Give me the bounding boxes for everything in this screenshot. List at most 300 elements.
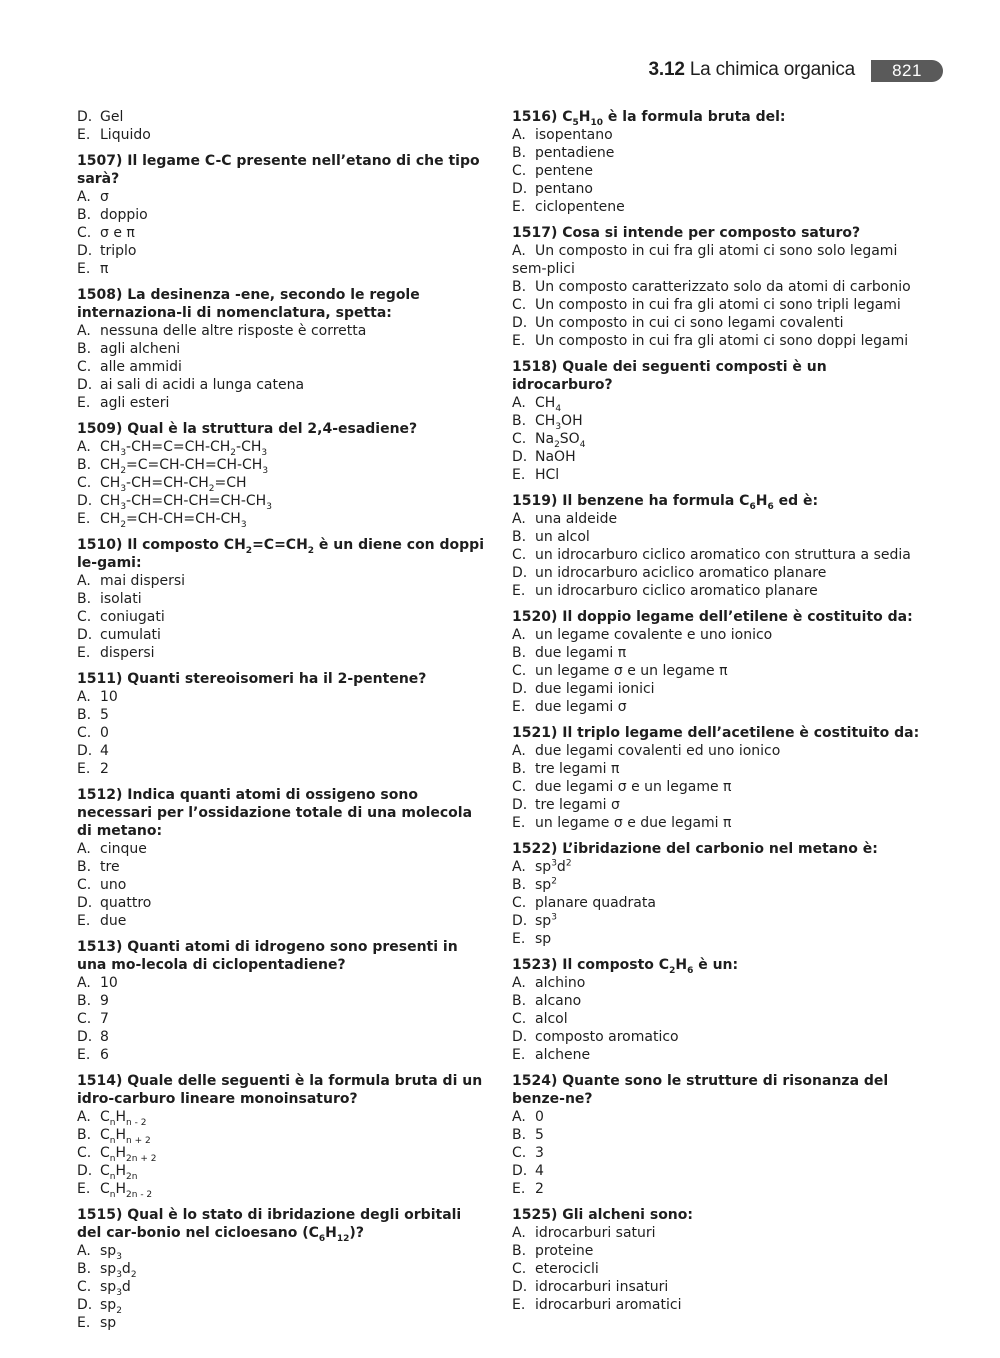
option-text: alcol [535, 1011, 568, 1027]
option-letter: B. [512, 529, 527, 545]
option-letter: D. [77, 243, 93, 259]
option-letter: D. [77, 109, 93, 125]
option-text: sp [535, 931, 552, 947]
answer-option [77, 242, 489, 260]
question-body: Quale delle seguenti è la formula bruta di un idro-carburo lineare monoinsaturo? [77, 1073, 483, 1107]
answer-option [512, 528, 932, 546]
option-letter: A. [77, 1109, 91, 1125]
option-text: una aldeide [535, 511, 618, 527]
answer-option [512, 412, 932, 430]
question-number: 1525) [512, 1207, 563, 1223]
option-letter: E. [512, 815, 526, 831]
option-text: 10 [100, 975, 118, 991]
answer-option [77, 1180, 489, 1198]
option-letter: C. [77, 1279, 92, 1295]
question-body: L’ibridazione del carbonio nel metano è: [562, 841, 878, 857]
option-letter: E. [77, 1181, 91, 1197]
answer-option [512, 1046, 932, 1064]
option-text: $C_nH_{2n}$ [100, 1163, 138, 1182]
question-body: Il triplo legame dell’acetilene è costituito da: [562, 725, 920, 741]
option-letter: A. [512, 395, 526, 411]
option-text: un idrocarburo aciclico aromatico planare [535, 565, 827, 581]
answer-option [77, 474, 489, 492]
option-text: 9 [100, 993, 109, 1009]
option-text: sp [100, 1315, 117, 1331]
question-text [512, 108, 932, 126]
question-number: 1510) [77, 537, 128, 553]
option-text: idrocarburi insaturi [535, 1279, 669, 1295]
answer-option [512, 1180, 932, 1198]
option-letter: E. [77, 1047, 91, 1063]
answer-option [77, 188, 489, 206]
option-text: due legami ionici [535, 681, 655, 697]
option-letter: A. [512, 127, 526, 143]
option-text: proteine [535, 1243, 594, 1259]
answer-option [77, 626, 489, 644]
option-text: nessuna delle altre risposte è corretta [100, 323, 367, 339]
option-text: σ e π [100, 225, 135, 241]
option-letter: D. [512, 1163, 528, 1179]
option-letter: E. [77, 395, 91, 411]
option-text: 5 [535, 1127, 544, 1143]
option-letter: D. [512, 181, 528, 197]
answer-option [77, 724, 489, 742]
answer-option [512, 466, 932, 484]
option-letter: A. [77, 189, 91, 205]
option-text: due legami σ [535, 699, 627, 715]
option-letter: C. [77, 1011, 92, 1027]
right-column [512, 108, 932, 1322]
option-letter: E. [512, 931, 526, 947]
answer-option [77, 206, 489, 224]
question-block [77, 1072, 489, 1198]
answer-option [512, 992, 932, 1010]
option-text: ciclopentene [535, 199, 625, 215]
option-letter: B. [512, 1243, 527, 1259]
option-text: $CH_3-CH=CH-CH_2=CH$ [100, 475, 247, 494]
answer-option [512, 430, 932, 448]
question-number: 1515) [77, 1207, 128, 1223]
option-letter: E. [77, 127, 91, 143]
question-text [77, 152, 489, 188]
question-body: Quale dei seguenti composti è un idrocarburo? [512, 359, 827, 393]
option-text: $sp_3d_2$ [100, 1261, 137, 1280]
answer-option [512, 296, 932, 314]
option-text: Un composto in cui fra gli atomi ci sono tripli legami [535, 297, 901, 313]
option-letter: E. [512, 199, 526, 215]
option-letter: E. [77, 1315, 91, 1331]
answer-option [77, 1260, 489, 1278]
option-letter: E. [512, 1297, 526, 1313]
option-letter: C. [77, 877, 92, 893]
question-number: 1513) [77, 939, 128, 955]
option-text: alchino [535, 975, 586, 991]
question-number: 1524) [512, 1073, 563, 1089]
answer-option [512, 314, 932, 332]
option-text: due legami covalenti ed uno ionico [535, 743, 781, 759]
option-letter: D. [77, 1029, 93, 1045]
answer-option [512, 698, 932, 716]
answer-option [77, 1296, 489, 1314]
answer-option [512, 1028, 932, 1046]
option-letter: E. [77, 913, 91, 929]
question-number: 1509) [77, 421, 128, 437]
option-letter: B. [512, 413, 527, 429]
question-body: Quante sono le strutture di risonanza del benze-ne? [512, 1073, 889, 1107]
answer-option [512, 162, 932, 180]
question-block [512, 1206, 932, 1314]
answer-option [512, 1296, 932, 1314]
section-heading [649, 59, 855, 81]
option-text: un idrocarburo ciclico aromatico con struttura a sedia [535, 547, 911, 563]
option-letter: C. [512, 547, 527, 563]
option-text: un idrocarburo ciclico aromatico planare [535, 583, 818, 599]
answer-option [77, 1126, 489, 1144]
option-text: pentene [535, 163, 593, 179]
question-number: 1522) [512, 841, 563, 857]
option-letter: E. [77, 261, 91, 277]
option-text: triplo [100, 243, 137, 259]
question-block [512, 358, 932, 484]
question-text [77, 670, 489, 688]
option-letter: E. [77, 511, 91, 527]
answer-option [77, 438, 489, 456]
option-letter: C. [512, 895, 527, 911]
option-letter: D. [77, 743, 93, 759]
option-text: 7 [100, 1011, 109, 1027]
option-text: eterocicli [535, 1261, 599, 1277]
answer-option [512, 394, 932, 412]
answer-option [77, 456, 489, 474]
question-text [512, 358, 932, 394]
question-number: 1519) [512, 493, 563, 509]
question-block [77, 1206, 489, 1332]
question-text [77, 420, 489, 438]
option-text: $C_nH_{2n - 2}$ [100, 1181, 153, 1200]
answer-option [77, 608, 489, 626]
option-text: 3 [535, 1145, 544, 1161]
option-letter: B. [512, 645, 527, 661]
answer-option [512, 144, 932, 162]
option-letter: C. [77, 609, 92, 625]
option-letter: B. [77, 859, 92, 875]
option-letter: B. [77, 457, 92, 473]
answer-option [512, 876, 932, 894]
answer-option [77, 376, 489, 394]
option-text: $CH_4$ [535, 395, 562, 414]
option-text: $CH_3-CH=CH-CH=CH-CH_3$ [100, 493, 272, 512]
option-letter: A. [77, 573, 91, 589]
question-number: 1514) [77, 1073, 128, 1089]
question-text [512, 840, 932, 858]
question-block [512, 224, 932, 350]
question-body: Il composto $CH_2=C=CH_2$ è un diene con doppi le-gami: [77, 537, 485, 571]
option-text: alle ammidi [100, 359, 182, 375]
answer-option [77, 260, 489, 278]
option-text: cumulati [100, 627, 161, 643]
option-letter: A. [512, 511, 526, 527]
answer-option [77, 1278, 489, 1296]
answer-option [512, 180, 932, 198]
option-letter: B. [512, 877, 527, 893]
option-letter: D. [512, 1029, 528, 1045]
answer-option [512, 1108, 932, 1126]
option-letter: E. [77, 645, 91, 661]
answer-option [512, 332, 932, 350]
answer-option [512, 1278, 932, 1296]
option-text: $sp_3d$ [100, 1279, 131, 1298]
answer-option [77, 1028, 489, 1046]
question-block [77, 152, 489, 278]
option-text: $sp^3d^2$ [535, 858, 572, 875]
option-text: NaOH [535, 449, 576, 465]
option-text: $CH_3OH$ [535, 413, 583, 432]
option-letter: B. [77, 591, 92, 607]
answer-option [77, 1242, 489, 1260]
option-letter: B. [77, 1261, 92, 1277]
section-number: 3.12 [648, 59, 685, 80]
option-letter: B. [512, 761, 527, 777]
answer-option [77, 108, 489, 126]
option-letter: B. [77, 207, 92, 223]
option-text: uno [100, 877, 127, 893]
option-text: 10 [100, 689, 118, 705]
answer-option [77, 492, 489, 510]
question-block [512, 840, 932, 948]
option-letter: D. [512, 913, 528, 929]
option-letter: C. [512, 1145, 527, 1161]
question-number: 1511) [77, 671, 128, 687]
answer-option [512, 814, 932, 832]
question-block [512, 1072, 932, 1198]
answer-option [77, 358, 489, 376]
question-text [512, 724, 932, 742]
option-letter: D. [77, 493, 93, 509]
option-text: 8 [100, 1029, 109, 1045]
answer-option [512, 930, 932, 948]
answer-option [512, 778, 932, 796]
answer-option [512, 564, 932, 582]
question-number: 1517) [512, 225, 563, 241]
option-letter: A. [512, 859, 526, 875]
question-block [512, 724, 932, 832]
answer-option [512, 796, 932, 814]
answer-option [77, 1144, 489, 1162]
page-number-badge: 821 [871, 60, 943, 82]
option-text: tre [100, 859, 120, 875]
answer-option [77, 840, 489, 858]
option-text: composto aromatico [535, 1029, 679, 1045]
answer-option [512, 448, 932, 466]
section-title: La chimica organica [689, 59, 855, 80]
answer-option [77, 1108, 489, 1126]
answer-option [77, 912, 489, 930]
option-text: $sp^2$ [535, 876, 557, 893]
option-letter: E. [512, 583, 526, 599]
option-letter: D. [512, 797, 528, 813]
option-letter: C. [512, 297, 527, 313]
option-letter: E. [512, 333, 526, 349]
answer-option [512, 510, 932, 528]
answer-option [512, 278, 932, 296]
answer-option [512, 546, 932, 564]
question-text [512, 1206, 932, 1224]
option-text: pentadiene [535, 145, 615, 161]
answer-option [512, 858, 932, 876]
answer-option [77, 760, 489, 778]
question-number: 1520) [512, 609, 563, 625]
question-body: Il composto $C_2H_6$ è un: [562, 957, 739, 976]
option-letter: B. [512, 1127, 527, 1143]
option-text: un alcol [535, 529, 590, 545]
question-block [512, 956, 932, 1064]
option-letter: D. [512, 315, 528, 331]
option-letter: B. [512, 145, 527, 161]
option-text: Un composto in cui fra gli atomi ci sono solo legami sem-plici [512, 243, 898, 277]
option-text: 2 [535, 1181, 544, 1197]
question-text [512, 956, 932, 974]
option-letter: D. [77, 1297, 93, 1313]
answer-option [512, 242, 932, 278]
left-column [77, 108, 489, 1340]
option-text: dispersi [100, 645, 155, 661]
option-text: 5 [100, 707, 109, 723]
option-letter: D. [77, 627, 93, 643]
option-text: cinque [100, 841, 147, 857]
option-text: $sp^3$ [535, 912, 557, 929]
answer-option [77, 1010, 489, 1028]
question-number: 1508) [77, 287, 128, 303]
answer-option [512, 1010, 932, 1028]
question-text [77, 1206, 489, 1242]
option-text: alcano [535, 993, 582, 1009]
option-letter: C. [77, 475, 92, 491]
answer-option [77, 992, 489, 1010]
option-letter: C. [512, 779, 527, 795]
option-letter: E. [512, 699, 526, 715]
question-block [512, 492, 932, 600]
question-block [512, 108, 932, 216]
question-block [512, 608, 932, 716]
option-text: 0 [535, 1109, 544, 1125]
option-text: isolati [100, 591, 142, 607]
question-text [512, 224, 932, 242]
option-text: due legami σ e un legame π [535, 779, 732, 795]
option-text: 4 [100, 743, 109, 759]
option-text: tre legami σ [535, 797, 620, 813]
option-letter: A. [512, 1109, 526, 1125]
option-text: ai sali di acidi a lunga catena [100, 377, 305, 393]
answer-option [512, 198, 932, 216]
option-letter: C. [77, 225, 92, 241]
option-text: $CH_3-CH=C=CH-CH_2-CH_3$ [100, 439, 268, 458]
question-number: 1507) [77, 153, 128, 169]
answer-option [77, 1162, 489, 1180]
answer-option [512, 912, 932, 930]
question-text [512, 1072, 932, 1108]
option-letter: A. [77, 689, 91, 705]
answer-option [77, 858, 489, 876]
answer-option [77, 126, 489, 144]
answer-option [512, 760, 932, 778]
answer-option [512, 1242, 932, 1260]
option-text: pentano [535, 181, 593, 197]
option-text: $sp_2$ [100, 1297, 122, 1316]
option-letter: A. [512, 243, 526, 259]
option-text: planare quadrata [535, 895, 656, 911]
answer-option [512, 742, 932, 760]
answer-option [77, 340, 489, 358]
question-body: Quanti stereoisomeri ha il 2-pentene? [127, 671, 427, 687]
question-body: Cosa si intende per composto saturo? [562, 225, 861, 241]
question-text [512, 492, 932, 510]
question-body: Quanti atomi di idrogeno sono presenti in una mo-lecola di ciclopentadiene? [77, 939, 458, 973]
option-text: un legame σ e un legame π [535, 663, 728, 679]
answer-option [512, 1126, 932, 1144]
answer-option [77, 706, 489, 724]
option-text: 2 [100, 761, 109, 777]
option-text: un legame σ e due legami π [535, 815, 732, 831]
option-text: HCl [535, 467, 560, 483]
answer-option [77, 224, 489, 242]
option-text: agli alcheni [100, 341, 181, 357]
option-text: $CH_2=C=CH-CH=CH-CH_3$ [100, 457, 269, 476]
question-list [77, 152, 489, 1332]
option-letter: B. [77, 1127, 92, 1143]
option-letter: B. [512, 993, 527, 1009]
carryover-options [77, 108, 489, 144]
question-block [77, 420, 489, 528]
option-letter: D. [77, 377, 93, 393]
answer-option [512, 1224, 932, 1242]
option-text: due [100, 913, 127, 929]
option-letter: E. [512, 467, 526, 483]
answer-option [512, 582, 932, 600]
option-letter: D. [512, 449, 528, 465]
answer-option [512, 974, 932, 992]
answer-option [512, 1162, 932, 1180]
option-letter: E. [77, 761, 91, 777]
question-body: La desinenza -ene, secondo le regole internaziona-li di nomenclatura, spetta: [77, 287, 420, 321]
question-body: Qual è la struttura del 2,4-esadiene? [127, 421, 418, 437]
option-text: Un composto caratterizzato solo da atomi di carbonio [535, 279, 911, 295]
page-header [0, 57, 1000, 87]
question-number: 1516) [512, 109, 563, 125]
option-letter: E. [512, 1181, 526, 1197]
question-block [77, 938, 489, 1064]
answer-option [512, 1144, 932, 1162]
option-letter: D. [512, 1279, 528, 1295]
option-letter: A. [77, 975, 91, 991]
option-text: quattro [100, 895, 152, 911]
question-text [77, 1072, 489, 1108]
option-text: $CH_2=CH-CH=CH-CH_3$ [100, 511, 247, 530]
answer-option [77, 742, 489, 760]
option-letter: C. [77, 725, 92, 741]
option-letter: A. [512, 1225, 526, 1241]
answer-option [512, 626, 932, 644]
option-text: 0 [100, 725, 109, 741]
answer-option [512, 894, 932, 912]
option-text: π [100, 261, 109, 277]
option-text: mai dispersi [100, 573, 186, 589]
option-text: 6 [100, 1047, 109, 1063]
answer-option [512, 1260, 932, 1278]
option-text: doppio [100, 207, 148, 223]
question-body: Indica quanti atomi di ossigeno sono necessari per l’ossidazione totale di una molecola di metano: [77, 787, 473, 839]
question-block [77, 786, 489, 930]
option-letter: A. [512, 975, 526, 991]
